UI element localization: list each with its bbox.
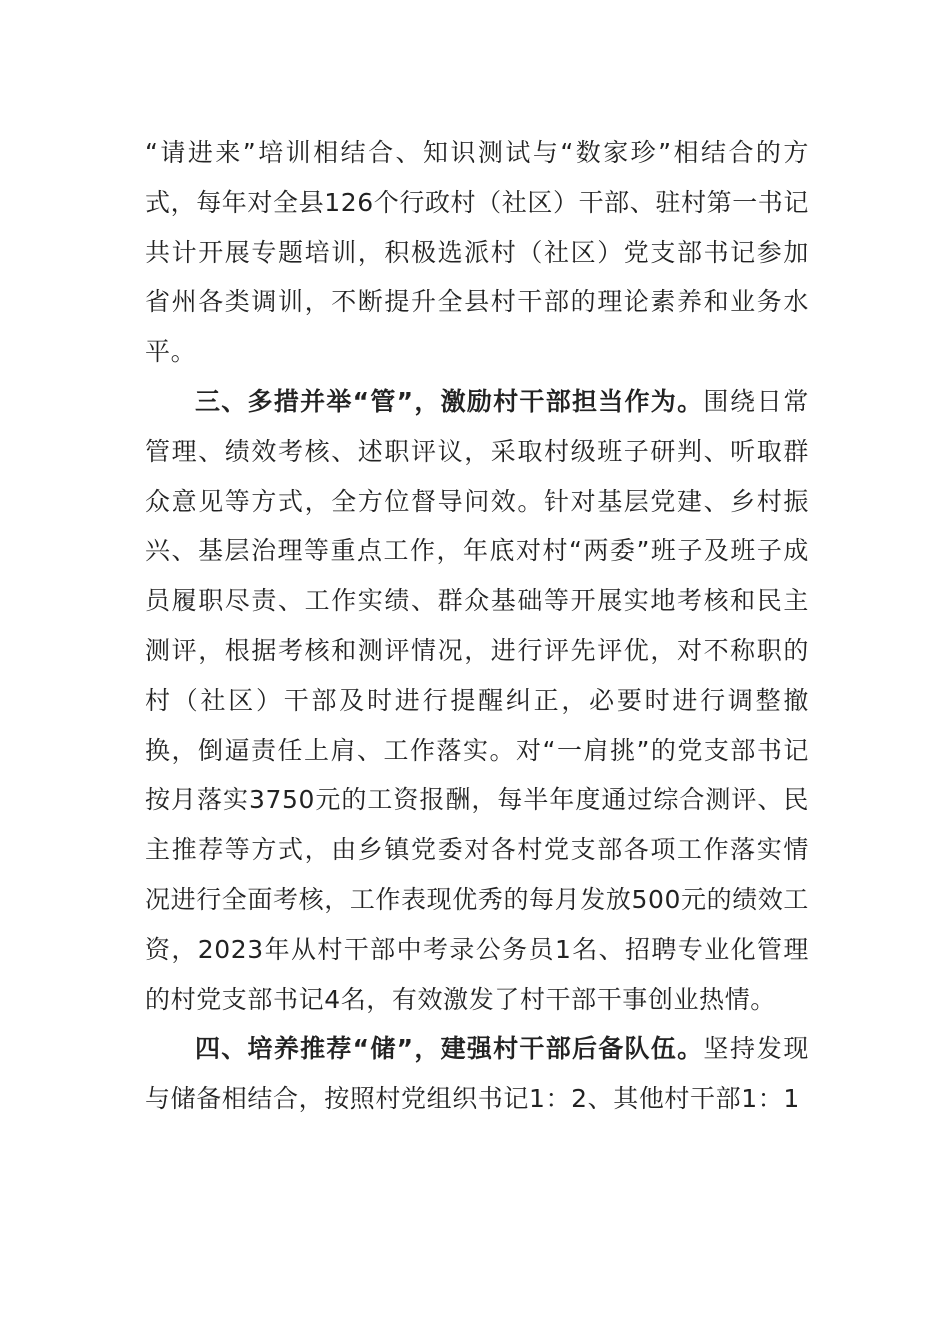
- document-body: [145, 128, 809, 1124]
- paragraph-text: 坚持发现与储备相结合，按照村党组织书记1：2、其他村干部1：1: [145, 1034, 809, 1114]
- paragraph-continuation: [145, 128, 809, 377]
- paragraph-section-three: [145, 377, 809, 1024]
- paragraph-section-four: [145, 1024, 809, 1124]
- paragraph-text: “请进来”培训相结合、知识测试与“数家珍”相结合的方式，每年对全县126个行政村（社区）干部、驻村第一书记共计开展专题培训，积极选派村（社区）党支部书记参加省州各类调训，不断提升全县村干部的理论素养和业务水平。: [145, 138, 809, 367]
- paragraph-text: 围绕日常管理、绩效考核、述职评议，采取村级班子研判、听取群众意见等方式，全方位督导问效。针对基层党建、乡村振兴、基层治理等重点工作，年底对村“两委”班子及班子成员履职尽责、工作实绩、群众基础等开展实地考核和民主测评，根据考核和测评情况，进行评先评优，对不称职的村（社区）干部及时进行提醒纠正，必要时进行调整撤换，倒逼责任上肩、工作落实。对“一肩挑”的党支部书记按月落实3750元的工资报酬，每半年度通过综合测评、民主推荐等方式，由乡镇党委对各村党支部各项工作落实情况进行全面考核，工作表现优秀的每月发放500元的绩效工资，2023年从村干部中考录公务员1名、招聘专业化管理的村党支部书记4名，有效激发了村干部干事创业热情。: [145, 386, 809, 1014]
- section-heading: 三、多措并举“管”，激励村干部担当作为。: [195, 386, 704, 416]
- section-heading: 四、培养推荐“储”，建强村干部后备队伍。: [195, 1034, 704, 1064]
